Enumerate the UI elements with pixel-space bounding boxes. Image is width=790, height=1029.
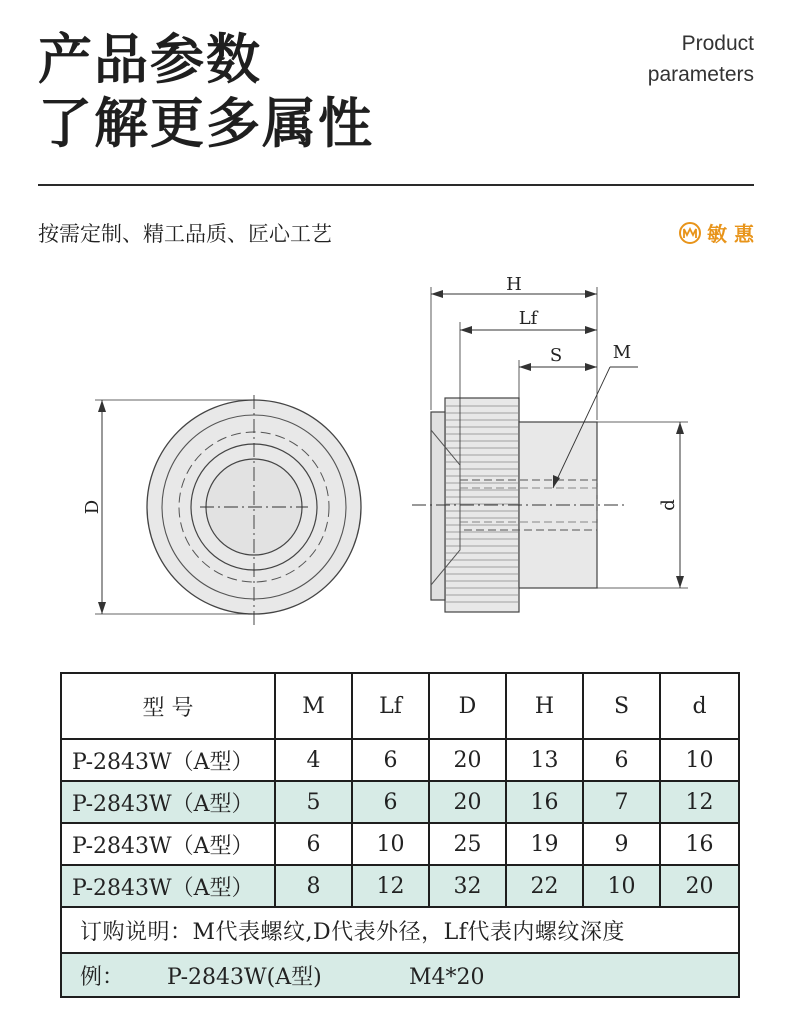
table-row <box>61 865 739 907</box>
label-H: H <box>506 274 522 295</box>
brand-logo-icon <box>679 222 701 244</box>
cell-model: P-2843W（A型） <box>61 823 275 865</box>
table-row <box>61 739 739 781</box>
example-row <box>61 953 739 997</box>
table-header-row <box>61 673 739 739</box>
header-model: 型 号 <box>61 673 275 739</box>
cell-Lf: 12 <box>352 865 429 907</box>
label-S: S <box>549 345 563 366</box>
cell-S: 6 <box>583 739 660 781</box>
example-spec: M4*20 <box>409 964 485 990</box>
cell-d: 16 <box>660 823 739 865</box>
cell-M: 6 <box>275 823 352 865</box>
spec-table <box>60 672 740 998</box>
cell-D: 32 <box>429 865 506 907</box>
cell-d: 12 <box>660 781 739 823</box>
header-divider <box>38 184 754 186</box>
cell-M: 5 <box>275 781 352 823</box>
cell-Lf: 10 <box>352 823 429 865</box>
header-d: d <box>660 673 739 739</box>
cell-H: 16 <box>506 781 583 823</box>
order-note: 订购说明：M代表螺纹,D代表外径，Lf代表内螺纹深度 <box>61 907 739 953</box>
cell-H: 22 <box>506 865 583 907</box>
tagline: 按需定制、精工品质、匠心工艺 <box>38 222 332 246</box>
label-d: d <box>658 499 679 511</box>
label-D: D <box>82 499 103 515</box>
example-model: P-2843W(A型) <box>167 964 322 990</box>
cell-model: P-2843W（A型） <box>61 865 275 907</box>
page-title-line2: 了解更多属性 <box>38 92 374 155</box>
cell-Lf: 6 <box>352 781 429 823</box>
cell-H: 19 <box>506 823 583 865</box>
header-Lf: Lf <box>352 673 429 739</box>
cell-S: 7 <box>583 781 660 823</box>
english-title <box>648 28 754 90</box>
example-cell <box>61 953 739 997</box>
brand-name: 敏 惠 <box>707 222 754 246</box>
header-S: S <box>583 673 660 739</box>
cell-M: 4 <box>275 739 352 781</box>
label-M: M <box>612 342 632 363</box>
cell-d: 10 <box>660 739 739 781</box>
front-view <box>82 395 361 625</box>
cell-Lf: 6 <box>352 739 429 781</box>
side-view <box>412 274 688 612</box>
example-label: 例： <box>80 964 125 990</box>
page-title-line1: 产品参数 <box>38 28 262 91</box>
cell-model: P-2843W（A型） <box>61 781 275 823</box>
cell-D: 20 <box>429 739 506 781</box>
english-title-line2: parameters <box>647 63 754 86</box>
cell-S: 10 <box>583 865 660 907</box>
label-Lf: Lf <box>518 308 538 329</box>
cell-M: 8 <box>275 865 352 907</box>
header-H: H <box>506 673 583 739</box>
table-row <box>61 781 739 823</box>
cell-H: 13 <box>506 739 583 781</box>
brand <box>679 218 754 247</box>
header-D: D <box>429 673 506 739</box>
note-row <box>61 907 739 953</box>
cell-S: 9 <box>583 823 660 865</box>
cell-model: P-2843W（A型） <box>61 739 275 781</box>
english-title-line1: Product <box>681 32 754 55</box>
technical-drawing <box>0 260 790 640</box>
cell-D: 25 <box>429 823 506 865</box>
title-block <box>38 28 374 156</box>
cell-D: 20 <box>429 781 506 823</box>
cell-d: 20 <box>660 865 739 907</box>
header-M: M <box>275 673 352 739</box>
table-row <box>61 823 739 865</box>
